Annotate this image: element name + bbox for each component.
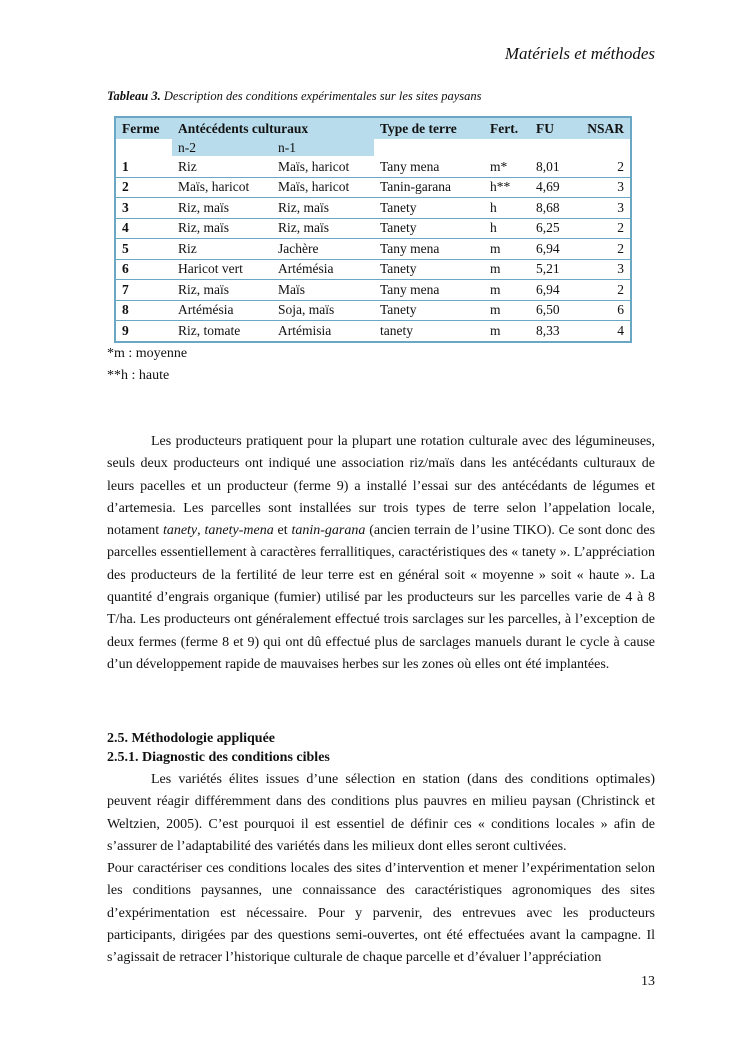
paragraph-text: Les producteurs pratiquent pour la plupart une rotation culturale avec des légumineuses, seuls deux producteurs ont indiqué une association riz/maïs dans les antécédants culturaux de leurs pacelles et un producteur (ferme 9) a installé l’essai sur des antécédants de légumes et d’artemesia. Les parcelles sont installées sur trois types de terre selon l’appelation locale, notament xyxy=(107,434,655,539)
cell-ferme: 6 xyxy=(116,259,172,280)
cell-n1: Soja, maïs xyxy=(272,300,374,321)
term-tanety-mena: tanety-mena xyxy=(204,523,274,539)
cell-fert: h xyxy=(484,218,530,239)
cell-type: Tanety xyxy=(374,300,484,321)
footnote: **h : haute xyxy=(107,368,170,383)
table-row xyxy=(116,300,630,321)
cell-n1: Riz, maïs xyxy=(272,218,374,239)
cell-nsar: 2 xyxy=(580,280,630,301)
cell-n1: Jachère xyxy=(272,239,374,260)
table-row xyxy=(116,198,630,219)
cell-ferme: 5 xyxy=(116,239,172,260)
conditions-table xyxy=(114,116,632,343)
cell-fu: 6,25 xyxy=(530,218,580,239)
running-head: Matériels et méthodes xyxy=(504,44,655,63)
cell-type: Tanin-garana xyxy=(374,177,484,198)
cell-fert: m xyxy=(484,239,530,260)
page-number: 13 xyxy=(641,974,655,989)
cell-ferme: 8 xyxy=(116,300,172,321)
table-row xyxy=(116,218,630,239)
table-row xyxy=(116,321,630,341)
cell-fu: 5,21 xyxy=(530,259,580,280)
table-caption-text: Description des conditions expérimentales sur les sites paysans xyxy=(163,89,482,103)
table-row xyxy=(116,177,630,198)
table-footnotes xyxy=(107,343,187,387)
paragraph-text: Les variétés élites issues d’une sélection en station (dans des conditions optimales) peuvent réagir différemment dans des conditions plus pauvres en milieu paysan (Christinck et Weltzien, 2005). C’est pourquoi il est essentiel de définir ces « conditions locales » afin de s’assurer de l’adaptabilité des variétés dans les milieux dont elles seront cultivées. xyxy=(107,772,655,854)
header-ferme: Ferme xyxy=(116,118,172,139)
header-antecedents: Antécédents culturaux xyxy=(172,118,374,139)
cell-fu: 6,94 xyxy=(530,280,580,301)
cell-n1: Artémésia xyxy=(272,259,374,280)
cell-type: Tany mena xyxy=(374,280,484,301)
header-nsar: NSAR xyxy=(580,118,630,139)
paragraph-rotation: Les producteurs pratiquent pour la plupart une rotation culturale avec des légumineuses, seuls deux producteurs ont indiqué une association riz/maïs dans les antécédants culturaux de leurs pacelles et un producteur (ferme 9) a installé l’essai sur des antécédants de légumes et d’artemesia. Les parcelles sont installées sur trois types de terre selon l’appelation locale, notament tanety, tanety-mena et tanin-garana (ancien terrain de l’usine TIKO). Ce sont donc des parcelles essentiellement à caractères ferrallitiques, caractéristiques des « tanety ». L’appréciation des producteurs de la fertilité de leur terre est en général soit « moyenne » soit « haute ». La quantité d’engrais organique (fumier) utilisé par les producteurs sur les parcelles varie de 4 à 8 T/ha. Les producteurs ont généralement effectué trois sarclages sur les parcelles, à l’exception de deux fermes (ferme 8 et 9) qui ont dû effectué plus de sarclages manuels durant le cycle à cause d’un développement rapide de mauvaises herbes sur les zones où elles ont été implantées. xyxy=(107,434,656,672)
cell-fert: h** xyxy=(484,177,530,198)
cell-type: Tany mena xyxy=(374,157,484,178)
cell-nsar: 2 xyxy=(580,239,630,260)
cell-nsar: 6 xyxy=(580,300,630,321)
cell-n2: Haricot vert xyxy=(172,259,272,280)
cell-nsar: 2 xyxy=(580,157,630,178)
cell-nsar: 2 xyxy=(580,218,630,239)
cell-fert: h xyxy=(484,198,530,219)
header-n2: n-2 xyxy=(172,139,272,157)
cell-n1: Maïs, haricot xyxy=(272,157,374,178)
cell-n2: Riz, maïs xyxy=(172,198,272,219)
term-tanety: tanety xyxy=(162,523,198,539)
cell-ferme: 4 xyxy=(116,218,172,239)
cell-ferme: 7 xyxy=(116,280,172,301)
cell-ferme: 9 xyxy=(122,322,129,338)
cell-fert: m xyxy=(484,259,530,280)
cell-fu: 6,50 xyxy=(530,300,580,321)
cell-fu: 8,01 xyxy=(530,157,580,178)
cell-type: tanety xyxy=(380,322,413,338)
cell-nsar: 3 xyxy=(580,177,630,198)
cell-n1: Riz, maïs xyxy=(272,198,374,219)
cell-n2: Maïs, haricot xyxy=(172,177,272,198)
footnote: *m : moyenne xyxy=(107,346,188,361)
cell-fu: 8,33 xyxy=(536,322,560,338)
cell-nsar: 3 xyxy=(580,198,630,219)
cell-n1: Maïs, haricot xyxy=(272,177,374,198)
cell-n2: Riz xyxy=(172,239,272,260)
cell-n2: Riz, tomate xyxy=(178,322,241,338)
cell-type: Tanety xyxy=(374,218,484,239)
header-n1: n-1 xyxy=(272,139,374,157)
table-row xyxy=(116,239,630,260)
paragraph-text: Pour caractériser ces conditions locales des sites d’intervention et mener l’expérimentation selon les conditions paysannes, une connaissance des caractéristiques agronomiques des sites d’expérimentation est nécessaire. Pour y parvenir, des entrevues avec les producteurs participants, dirigées par des questions semi-ouvertes, ont été effectuées avant la campagne. Il s’agissait de retracer l’historique culturale de chaque parcelle et d’évaluer l’appréciation xyxy=(107,861,655,966)
cell-ferme: 2 xyxy=(116,177,172,198)
cell-ferme: 3 xyxy=(116,198,172,219)
paragraph-text: (ancien terrain de l’usine TIKO). Ce sont donc des parcelles essentiellement à caractères ferrallitiques, caractéristiques des « tanety ». L’appréciation des producteurs de la fertilité de leur terre est en général soit « moyenne » soit « haute ». La quantité d’engrais organique (fumier) utilisé par les producteurs sur les parcelles varie de 4 à 8 T/ha. Les producteurs ont généralement effectué trois sarclages sur les parcelles, à l’exception de deux fermes (ferme 8 et 9) qui ont dû effectué plus de sarclages manuels durant le cycle à cause d’un développement rapide de mauvaises herbes sur les zones où elles ont été implantées. xyxy=(107,523,656,672)
cell-n2: Artémésia xyxy=(172,300,272,321)
table-body xyxy=(116,157,630,341)
cell-ferme: 1 xyxy=(116,157,172,178)
cell-n2: Riz, maïs xyxy=(172,280,272,301)
table-row xyxy=(116,280,630,301)
cell-fert: m xyxy=(484,300,530,321)
header-fu: FU xyxy=(530,118,580,139)
header-fert: Fert. xyxy=(484,118,530,139)
cell-type: Tanety xyxy=(374,259,484,280)
term-tanin-garana: tanin-garana xyxy=(291,523,366,539)
cell-fert: m xyxy=(484,280,530,301)
cell-fert: m xyxy=(490,322,501,338)
cell-nsar: 3 xyxy=(580,259,630,280)
cell-nsar: 4 xyxy=(617,322,624,338)
subsection-heading: 2.5.1. Diagnostic des conditions cibles xyxy=(107,750,330,765)
table-caption-label: Tableau 3. xyxy=(107,89,161,103)
table-row xyxy=(116,157,630,178)
cell-type: Tany mena xyxy=(374,239,484,260)
section-heading: 2.5. Méthodologie appliquée xyxy=(107,731,276,746)
cell-fu: 8,68 xyxy=(530,198,580,219)
table-caption xyxy=(107,89,482,104)
cell-type: Tanety xyxy=(374,198,484,219)
cell-fert: m* xyxy=(484,157,530,178)
cell-n2: Riz xyxy=(172,157,272,178)
cell-n2: Riz, maïs xyxy=(172,218,272,239)
cell-fu: 6,94 xyxy=(530,239,580,260)
table-row xyxy=(116,259,630,280)
cell-n1: Artémisia xyxy=(278,322,332,338)
header-type: Type de terre xyxy=(374,118,484,139)
cell-n1: Maïs xyxy=(272,280,374,301)
cell-fu: 4,69 xyxy=(530,177,580,198)
paragraph-methodology xyxy=(107,769,655,970)
